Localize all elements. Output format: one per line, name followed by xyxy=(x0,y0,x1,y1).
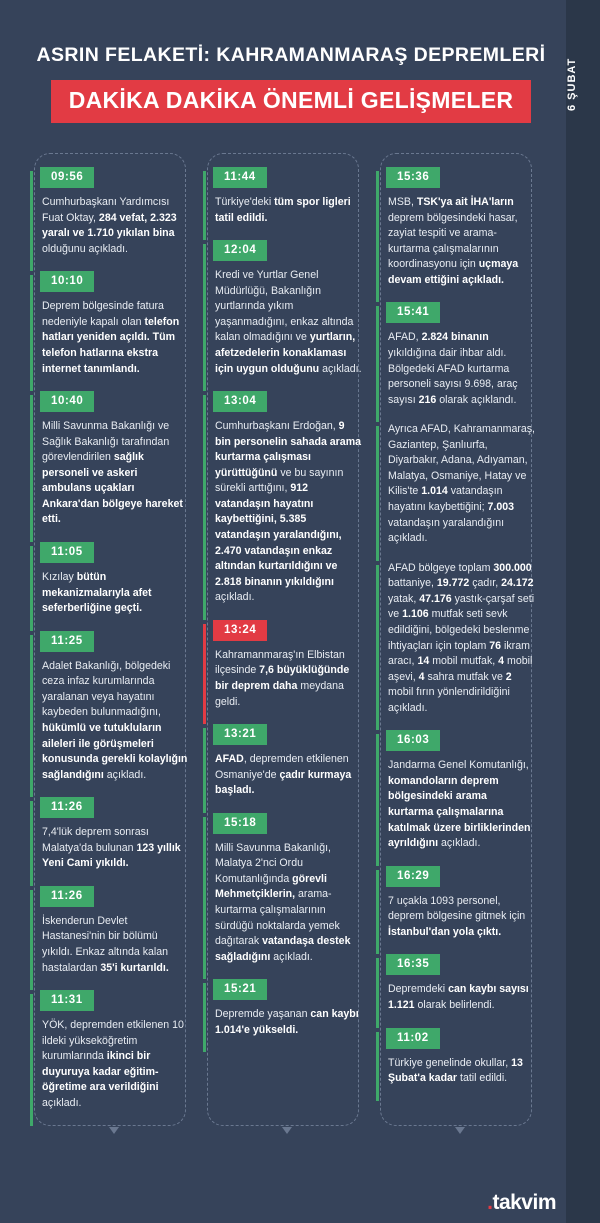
timeline-entry-text: AFAD bölgeye toplam 300.000 battaniye, 19.772 çadır, 24.172 yatak, 47.176 yastık-çarşaf seti ve 1.106 mutfak seti sevk edildiğini, bölgedeki beslenme ihtiyaçları için toplam 76 ikram aracı, 14 mobil mutfak, 4 mobil aşevi, 4 sahra mutfak ve 2 mobil fırın yönlendirildiğini açıkladı. xyxy=(388,561,535,714)
timeline-entry-text: Cumhurbaşkanı Yardımcısı Fuat Oktay, 284 vefat, 2.323 yaralı ve 1.710 yıkılan bina olduğunu açıkladı. xyxy=(42,196,177,255)
timeline-entry-time: 11:26 xyxy=(40,797,94,818)
date-label: 6 ŞUBAT xyxy=(566,57,578,111)
arrow-down-icon xyxy=(455,1127,465,1134)
timeline-entry-time: 16:03 xyxy=(386,730,440,751)
timeline-entry xyxy=(376,866,541,952)
timeline-entry-time: 11:05 xyxy=(40,542,94,563)
page-title: ASRIN FELAKETİ: KAHRAMANMARAŞ DEPREMLERİ xyxy=(36,44,546,66)
timeline-entry-time: 11:25 xyxy=(40,631,94,652)
timeline-entry-text: Kızılay bütün mekanizmalarıyla afet seferberliğine geçti. xyxy=(42,571,152,615)
timeline-entry-text: Kredi ve Yurtlar Genel Müdürlüğü, Bakanlığın yurtlarında yıkım yaşanmadığını, enkaz altında kalan olmadığını ve yurtların, afetzedelerin konaklaması için uygun olduğunu açıkladı. xyxy=(215,269,362,375)
timeline-entry xyxy=(30,797,195,883)
timeline-entry xyxy=(376,302,541,419)
timeline-column-1 xyxy=(26,153,199,1126)
brand-logo-text: takvim xyxy=(492,1191,556,1214)
timeline-entry-text: Ayrıca AFAD, Kahramanmaraş, Gaziantep, Şanlıurfa, Diyarbakır, Adana, Adıyaman, Malatya, Osmaniye, Hatay ve Kilis'te 1.014 vatandaşın hayatını kaybettiğini; 7.003 vatandaşın yaralandığını açıkladı. xyxy=(388,423,535,545)
timeline-column-2 xyxy=(199,153,372,1126)
timeline-entry xyxy=(203,979,368,1049)
arrow-down-icon xyxy=(282,1127,292,1134)
timeline-entry xyxy=(376,1028,541,1098)
timeline-entry-time: 09:56 xyxy=(40,167,94,188)
timeline-entry-time: 11:44 xyxy=(213,167,267,188)
timeline-entry xyxy=(203,240,368,388)
timeline-entry xyxy=(203,391,368,617)
timeline-entry-text: Milli Savunma Bakanlığı ve Sağlık Bakanlığı tarafından görevlendirilen sağlık personeli ve askeri ambulans uçakları Ankara'dan bölgeye hareket etti. xyxy=(42,420,183,526)
timeline-entry-time: 15:41 xyxy=(386,302,440,323)
timeline-entry-time: 16:35 xyxy=(386,954,440,975)
subtitle-banner-wrap xyxy=(0,80,582,123)
timeline-entry-time: 16:29 xyxy=(386,866,440,887)
timeline-entry-text: AFAD, 2.824 binanın yıkıldığına dair ihbar aldı. Bölgedeki AFAD kurtarma personeli sayısı 9.698, araç sayısı 216 olarak açıklandı. xyxy=(388,331,518,406)
timeline-entry-text: Adalet Bakanlığı, bölgedeki ceza infaz kurumlarında yaralanan veya hayatını kaybeden bulunmadığını, hükümlü ve tutukluların aileleri ile görüşmeleri konusunda gerekli kolaylığın sağlandığını açıkladı. xyxy=(42,659,188,781)
timeline-entry-time: 11:02 xyxy=(386,1028,440,1049)
timeline-entry-text: Jandarma Genel Komutanlığı, komandoların deprem bölgesindeki arama kurtarma çalışmalarına katılmak üzere birliklerinden ayrıldığını açıkladı. xyxy=(388,759,531,850)
timeline-entry-time: 15:36 xyxy=(386,167,440,188)
timeline-entry xyxy=(30,990,195,1122)
timeline-column-2-entries xyxy=(203,153,368,1049)
page-header xyxy=(0,0,600,123)
timeline-entry xyxy=(30,167,195,268)
timeline-entry-text: Türkiye'deki tüm spor ligleri tatil edildi. xyxy=(215,196,351,224)
timeline-entry-text: YÖK, depremden etkilenen 10 ildeki yükseköğretim kurumlarında ikinci bir duyuruya kadar eğitim-öğretime ara verildiğini açıkladı. xyxy=(42,1019,184,1109)
timeline-entry-time: 11:26 xyxy=(40,886,94,907)
date-sidebar xyxy=(566,0,600,1223)
brand-logo-dot: . xyxy=(487,1191,493,1214)
timeline-entry xyxy=(376,561,541,728)
timeline-entry xyxy=(203,813,368,977)
timeline-entry xyxy=(30,542,195,628)
timeline-entry-text: Cumhurbaşkanı Erdoğan, 9 bin personelin sahada arama kurtarma çalışması yürüttüğünü ve bu sayının sürekli arttığını, 912 vatandaşın hayatını kaybettiğini, 5.385 vatandaşın yaralandığını, 2.470 vatandaşın enkaz altından kurtarıldığını ve 2.818 binanın yıkıldığını açıkladı. xyxy=(215,420,362,604)
timeline-entry-time: 15:21 xyxy=(213,979,267,1000)
timeline-entry-text: Türkiye genelinde okullar, 13 Şubat'a kadar tatil edildi. xyxy=(388,1056,523,1085)
timeline-entry-text: Depremde yaşanan can kaybı 1.014'e yükseldi. xyxy=(215,1008,359,1036)
timeline-entry xyxy=(30,271,195,388)
timeline-entry-time: 12:04 xyxy=(213,240,267,261)
timeline-entry xyxy=(376,954,541,1024)
timeline-entry-time: 13:24 xyxy=(213,620,267,641)
timeline-entry-text: 7 uçakla 1093 personel, deprem bölgesine gitmek için İstanbul'dan yola çıktı. xyxy=(388,894,526,938)
timeline-entry-time: 13:21 xyxy=(213,724,267,745)
timeline-entry-text: AFAD, depremden etkilenen Osmaniye'de çadır kurmaya başladı. xyxy=(215,753,352,797)
page-subtitle: DAKİKA DAKİKA ÖNEMLİ GELİŞMELER xyxy=(51,80,532,123)
timeline-entry-text: Kahramanmaraş'ın Elbistan ilçesinde 7,6 büyüklüğünde bir deprem daha meydana geldi. xyxy=(215,648,350,708)
timeline-entry xyxy=(376,167,541,299)
timeline-entry xyxy=(203,620,368,721)
timeline-entry xyxy=(376,422,541,558)
timeline-entry-text: Milli Savunma Bakanlığı, Malatya 2'nci Ordu Komutanlığında görevli Mehmetçiklerin, arama-kurtarma çalışmalarının sürdüğü noktalarda yemek dağıtarak vatandaşa destek sağladığını açıkladı. xyxy=(215,841,351,963)
timeline-entry xyxy=(376,730,541,862)
timeline-entry-time: 10:40 xyxy=(40,391,94,412)
timeline-entry xyxy=(203,724,368,810)
timeline-columns xyxy=(0,123,582,1126)
timeline-entry-time: 11:31 xyxy=(40,990,94,1011)
timeline-entry-time: 15:18 xyxy=(213,813,267,834)
timeline-entry-time: 10:10 xyxy=(40,271,94,292)
timeline-entry-text: Depremdeki can kaybı sayısı 1.121 olarak belirlendi. xyxy=(388,983,529,1011)
timeline-column-3-entries xyxy=(376,153,541,1098)
timeline-entry xyxy=(30,391,195,539)
timeline-column-3 xyxy=(372,153,545,1126)
timeline-entry xyxy=(30,886,195,987)
timeline-entry-time: 13:04 xyxy=(213,391,267,412)
brand-logo xyxy=(487,1191,556,1215)
timeline-column-1-entries xyxy=(30,153,195,1123)
arrow-down-icon xyxy=(109,1127,119,1134)
timeline-entry-text: 7,4'lük deprem sonrası Malatya'da bulunan 123 yıllık Yeni Cami yıkıldı. xyxy=(42,826,181,870)
timeline-entry-text: İskenderun Devlet Hastanesi'nin bir bölümü yıkıldı. Enkaz altında kalan hastalardan 35'i kurtarıldı. xyxy=(42,914,169,974)
timeline-entry xyxy=(203,167,368,237)
timeline-entry-text: Deprem bölgesinde fatura nedeniyle kapalı olan telefon hatları yeniden açıldı. Tüm telefon hatlarına ekstra internet tanımlandı. xyxy=(42,300,180,375)
timeline-entry-text: MSB, TSK'ya ait İHA'ların deprem bölgesindeki hasar, zayiat tespiti ve arama-kurtarma çalışmalarının koordinasyonu için uçmaya devam ettiğini açıkladı. xyxy=(388,196,519,286)
timeline-entry xyxy=(30,631,195,795)
